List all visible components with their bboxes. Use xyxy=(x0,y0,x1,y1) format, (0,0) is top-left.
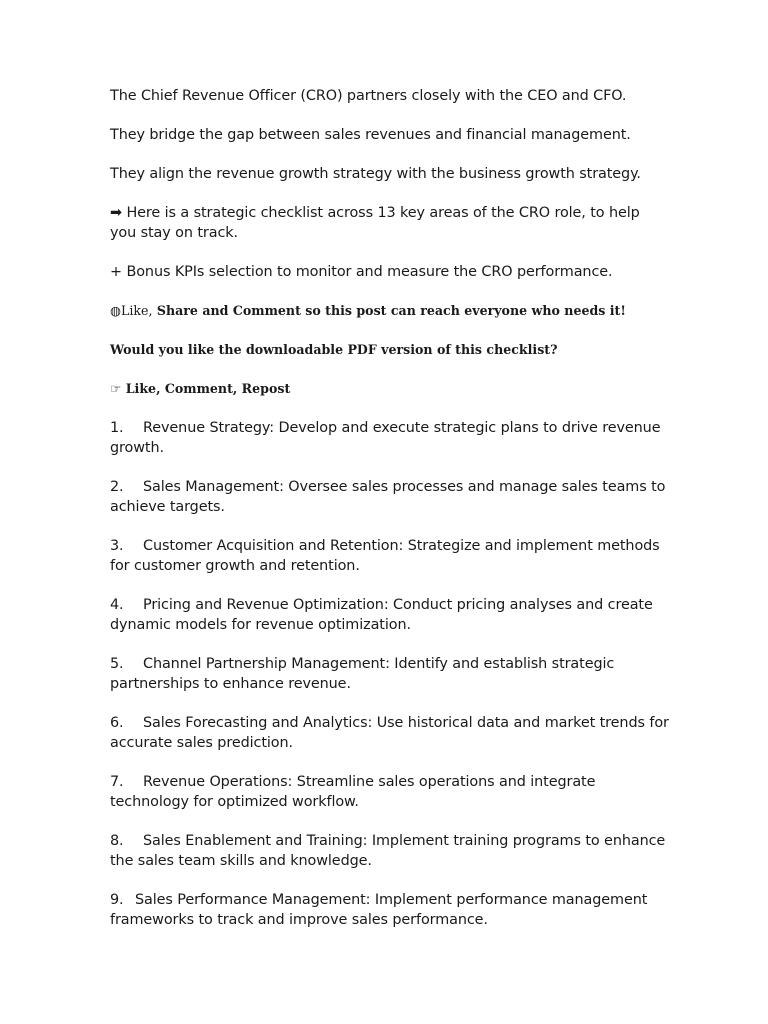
list-item-number: 5. xyxy=(110,656,124,672)
list-item xyxy=(110,831,670,871)
list-item-number: 4. xyxy=(110,597,124,613)
list-item xyxy=(110,595,670,635)
cta-like: Like, xyxy=(121,303,153,318)
pdf-question: Would you like the downloadable PDF version of this checklist? xyxy=(110,342,558,357)
action-line-text: Like, Comment, Repost xyxy=(125,381,291,396)
list-item xyxy=(110,890,670,930)
list-item-number: 7. xyxy=(110,774,124,790)
list-item-number: 2. xyxy=(110,479,124,495)
list-item xyxy=(110,418,670,458)
list-item-number: 6. xyxy=(110,715,124,731)
list-item xyxy=(110,477,670,517)
checklist-intro-text: Here is a strategic checklist across 13 key areas of the CRO role, to help you stay on track. xyxy=(110,205,640,241)
intro-paragraph-2: They bridge the gap between sales revenues and financial management. xyxy=(110,127,631,143)
list-item-number: 8. xyxy=(110,833,124,849)
list-item-text: Revenue Operations: Streamline sales operations and integrate technology for optimized workflow. xyxy=(110,774,596,810)
list-item-text: Channel Partnership Management: Identify and establish strategic partnerships to enhance revenue. xyxy=(110,656,615,692)
list-item-text: Customer Acquisition and Retention: Strategize and implement methods for customer growth and retention. xyxy=(110,538,660,574)
right-arrow-icon: ➡ xyxy=(110,205,122,221)
bullseye-icon: ◍ xyxy=(110,303,121,318)
list-item xyxy=(110,713,670,753)
list-item-number: 1. xyxy=(110,420,124,436)
document-page xyxy=(110,86,670,949)
action-line xyxy=(110,379,670,399)
list-item xyxy=(110,772,670,812)
list-item xyxy=(110,654,670,694)
list-item-text: Sales Management: Oversee sales processes and manage sales teams to achieve targets. xyxy=(110,479,666,515)
plus-icon: + xyxy=(110,264,122,280)
bonus-text: Bonus KPIs selection to monitor and measure the CRO performance. xyxy=(126,264,613,280)
list-item-number: 3. xyxy=(110,538,124,554)
list-item-number: 9. xyxy=(110,892,124,908)
list-item-text: Revenue Strategy: Develop and execute strategic plans to drive revenue growth. xyxy=(110,420,661,456)
cta-text: Share and Comment so this post can reach everyone who needs it! xyxy=(156,303,626,318)
list-item-text: Sales Performance Management: Implement performance management frameworks to track and improve sales performance. xyxy=(110,892,648,928)
list-item-text: Sales Forecasting and Analytics: Use historical data and market trends for accurate sales prediction. xyxy=(110,715,669,751)
pointing-hand-icon: ☞ xyxy=(110,381,122,396)
checklist-intro xyxy=(110,203,670,243)
list-item-text: Pricing and Revenue Optimization: Conduct pricing analyses and create dynamic models for revenue optimization. xyxy=(110,597,653,633)
list-item xyxy=(110,536,670,576)
intro-paragraph-3: They align the revenue growth strategy with the business growth strategy. xyxy=(110,166,641,182)
cta-line xyxy=(110,301,670,321)
intro-paragraph-1: The Chief Revenue Officer (CRO) partners closely with the CEO and CFO. xyxy=(110,88,627,104)
list-item-text: Sales Enablement and Training: Implement training programs to enhance the sales team skills and knowledge. xyxy=(110,833,666,869)
bonus-line xyxy=(110,262,670,282)
